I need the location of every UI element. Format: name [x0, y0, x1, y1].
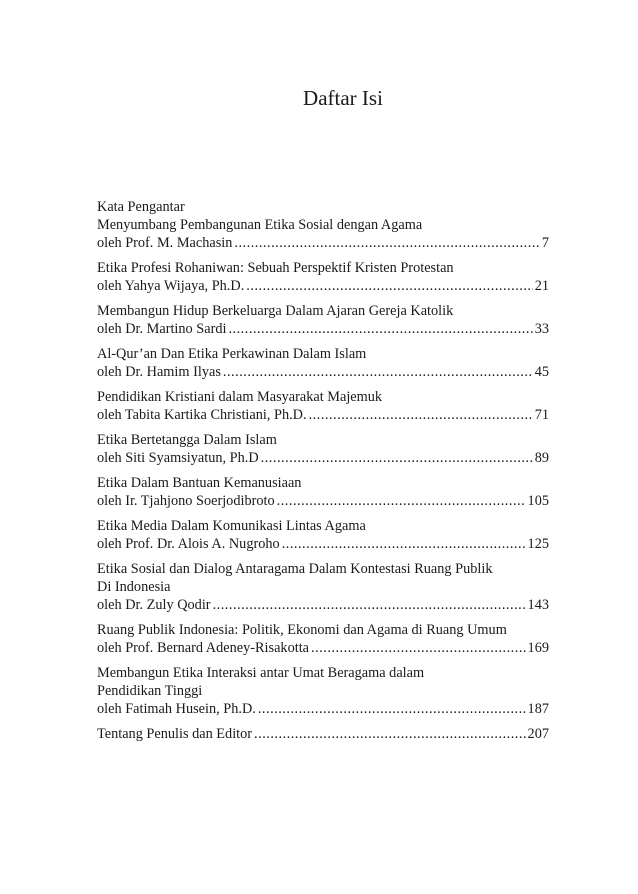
toc-entry-line	[97, 449, 549, 467]
toc-entry-title: Di Indonesia	[97, 579, 171, 595]
page-title: Daftar Isi	[303, 86, 383, 110]
toc-entry-title: Etika Media Dalam Komunikasi Lintas Agama	[97, 518, 366, 534]
toc-entry-author: oleh Prof. Dr. Alois A. Nugroho	[97, 536, 280, 552]
toc-entry-line	[97, 277, 549, 295]
dot-leader	[277, 492, 526, 510]
toc-entry-title: Etika Sosial dan Dialog Antaragama Dalam Kontestasi Ruang Publik	[97, 561, 493, 577]
toc-entry	[97, 725, 549, 743]
dot-leader	[246, 277, 532, 295]
toc-entry-line	[97, 234, 549, 252]
toc-entry	[97, 664, 549, 718]
toc-entry-line	[97, 406, 549, 424]
toc-entry-page-number: 169	[527, 640, 549, 656]
toc-entry-author: Tentang Penulis dan Editor	[97, 726, 253, 742]
toc-entry-page-number: 143	[527, 597, 549, 613]
toc-entry-author: oleh Dr. Martino Sardi	[97, 321, 227, 337]
toc-entry-line	[97, 725, 549, 743]
toc-entry-title: Etika Bertetangga Dalam Islam	[97, 432, 277, 448]
toc-entry-author: oleh Dr. Zuly Qodir	[97, 597, 211, 613]
toc-entry-line	[97, 639, 549, 657]
toc-entry-title: Etika Dalam Bantuan Kemanusiaan	[97, 475, 302, 491]
toc-entry-author: oleh Tabita Kartika Christiani, Ph.D.	[97, 407, 307, 423]
toc-entry	[97, 474, 549, 510]
dot-leader	[234, 234, 539, 252]
dot-leader	[311, 639, 526, 657]
dot-leader	[254, 725, 526, 743]
toc-entry-title: Menyumbang Pembangunan Etika Sosial dengan Agama	[97, 217, 423, 233]
toc-entry-author: oleh Dr. Hamim Ilyas	[97, 364, 221, 380]
toc-entry-page-number: 71	[534, 407, 549, 423]
toc-entry-line	[97, 535, 549, 553]
toc-entry-title: Al-Qur’an Dan Etika Perkawinan Dalam Islam	[97, 346, 367, 362]
toc-entry-title: Pendidikan Kristiani dalam Masyarakat Majemuk	[97, 389, 383, 405]
dot-leader	[282, 535, 526, 553]
toc-entry	[97, 259, 549, 295]
dot-leader	[258, 700, 526, 718]
toc-entry-title: Membangun Hidup Berkeluarga Dalam Ajaran Gereja Katolik	[97, 303, 454, 319]
toc-entry	[97, 560, 549, 614]
toc-entry-page-number: 7	[541, 235, 549, 251]
toc-entry-page-number: 125	[527, 536, 549, 552]
toc-entry-title: Kata Pengantar	[97, 199, 185, 215]
toc-entry	[97, 388, 549, 424]
toc-entry-title: Etika Profesi Rohaniwan: Sebuah Perspektif Kristen Protestan	[97, 260, 454, 276]
toc-entry	[97, 302, 549, 338]
toc-entry	[97, 517, 549, 553]
dot-leader	[228, 320, 532, 338]
toc-entry-line	[97, 492, 549, 510]
toc-entry	[97, 345, 549, 381]
toc-entry-author: oleh Prof. Bernard Adeney-Risakotta	[97, 640, 310, 656]
toc-entry-author: oleh Yahya Wijaya, Ph.D.	[97, 278, 245, 294]
toc-entry-title: Pendidikan Tinggi	[97, 683, 203, 699]
toc-entry-title: Ruang Publik Indonesia: Politik, Ekonomi dan Agama di Ruang Umum	[97, 622, 507, 638]
dot-leader	[261, 449, 533, 467]
toc-entry-title: Membangun Etika Interaksi antar Umat Beragama dalam	[97, 665, 425, 681]
toc-entry	[97, 621, 549, 657]
toc-entry	[97, 431, 549, 467]
toc-entry-author: oleh Ir. Tjahjono Soerjodibroto	[97, 493, 275, 509]
toc-entry-page-number: 45	[534, 364, 549, 380]
toc-entry-author: oleh Fatimah Husein, Ph.D.	[97, 701, 256, 717]
toc-entry-line	[97, 700, 549, 718]
toc-entry	[97, 198, 549, 252]
toc-entry-author: oleh Siti Syamsiyatun, Ph.D	[97, 450, 259, 466]
dot-leader	[309, 406, 533, 424]
toc-entry-page-number: 207	[527, 726, 549, 742]
table-of-contents	[97, 198, 549, 750]
toc-entry-page-number: 33	[534, 321, 549, 337]
toc-entry-page-number: 187	[527, 701, 549, 717]
dot-leader	[223, 363, 533, 381]
toc-entry-line	[97, 596, 549, 614]
toc-entry-line	[97, 320, 549, 338]
toc-entry-author: oleh Prof. M. Machasin	[97, 235, 233, 251]
toc-entry-line	[97, 363, 549, 381]
toc-entry-page-number: 105	[527, 493, 549, 509]
toc-entry-page-number: 89	[534, 450, 549, 466]
toc-entry-page-number: 21	[534, 278, 549, 294]
dot-leader	[213, 596, 526, 614]
